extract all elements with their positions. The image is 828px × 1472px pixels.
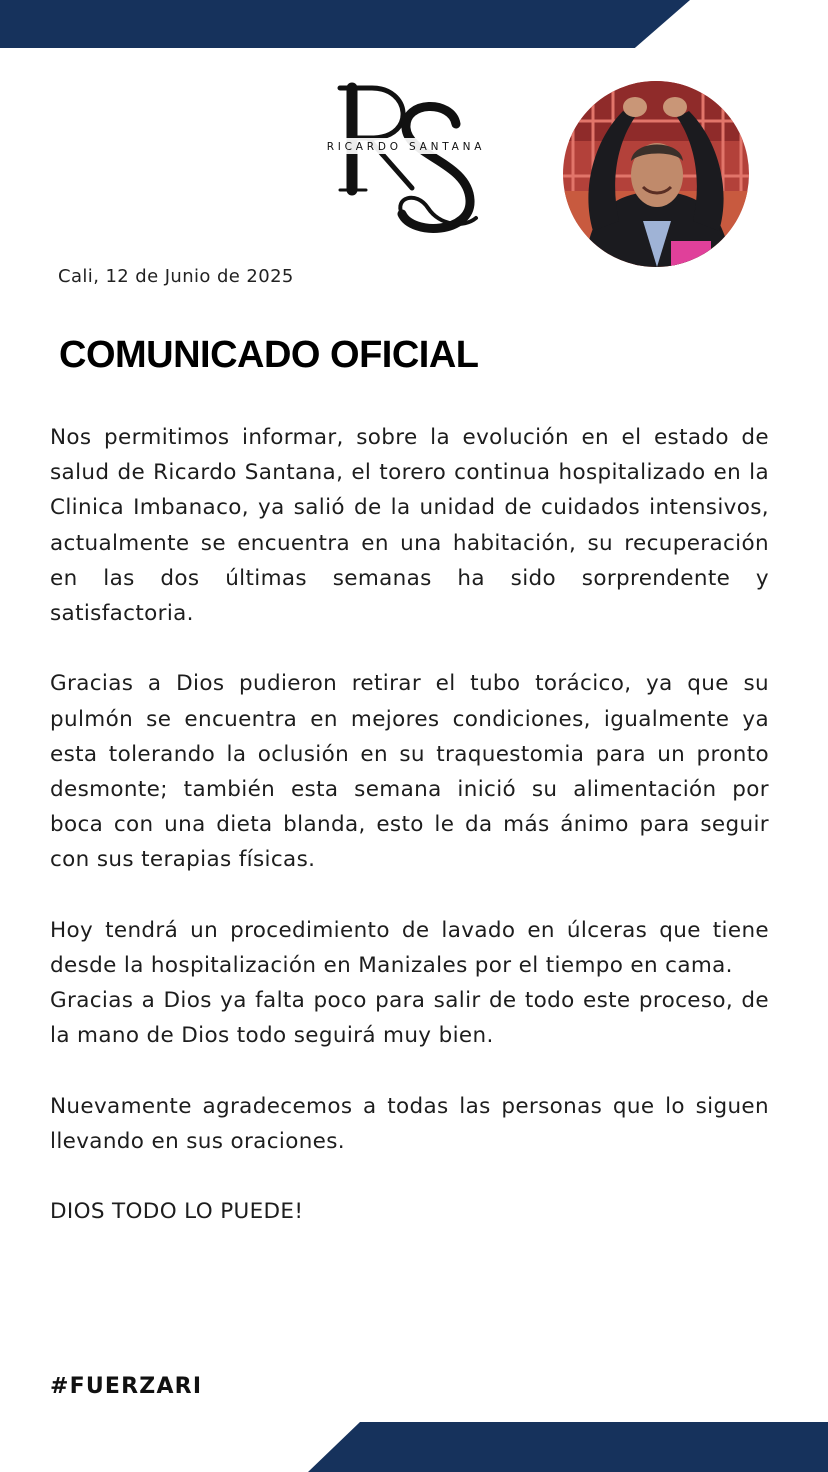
body-paragraph: Hoy tendrá un procedimiento de lavado en úlceras que tiene desde la hospitalización en Manizales por el tiempo en cama. — [50, 917, 769, 979]
hashtag: #FUERZARI — [50, 1374, 203, 1399]
body-paragraph: Nuevamente agradecemos a todas las personas que lo siguen llevando en sus oraciones. — [50, 1093, 769, 1155]
closing-line: DIOS TODO LO PUEDE! — [50, 1199, 304, 1225]
portrait-photo — [563, 81, 749, 267]
logo-brand-name: RICARDO SANTANA — [326, 141, 486, 153]
body-paragraph: Gracias a Dios ya falta poco para salir de todo este proceso, de la mano de Dios todo seguirá muy bien. — [50, 988, 769, 1049]
document-date: Cali, 12 de Junio de 2025 — [58, 266, 294, 287]
body-paragraph: Nos permitimos informar, sobre la evolución en el estado de salud de Ricardo Santana, el torero continua hospitalizado en la Clinica Imbanaco, ya salió de la unidad de cuidados intensivos, actualmente se encuentra en una habitación, su recuperación en las dos últimas semanas ha sido sorprendente y satisfactoria. — [50, 425, 769, 627]
ricardo-santana-logo — [306, 78, 506, 240]
bottom-decorative-band — [308, 1422, 828, 1472]
document-body — [50, 420, 769, 1230]
body-paragraph: Gracias a Dios pudieron retirar el tubo torácico, ya que su pulmón se encuentra en mejores condiciones, igualmente ya esta tolerando la oclusión en su traquestomia para un pronto desmonte; también esta semana inició su alimentación por boca con una dieta blanda, esto le da más ánimo para seguir con sus terapias físicas. — [50, 671, 769, 873]
top-decorative-band — [0, 0, 690, 48]
document-title: COMUNICADO OFICIAL — [59, 334, 479, 376]
